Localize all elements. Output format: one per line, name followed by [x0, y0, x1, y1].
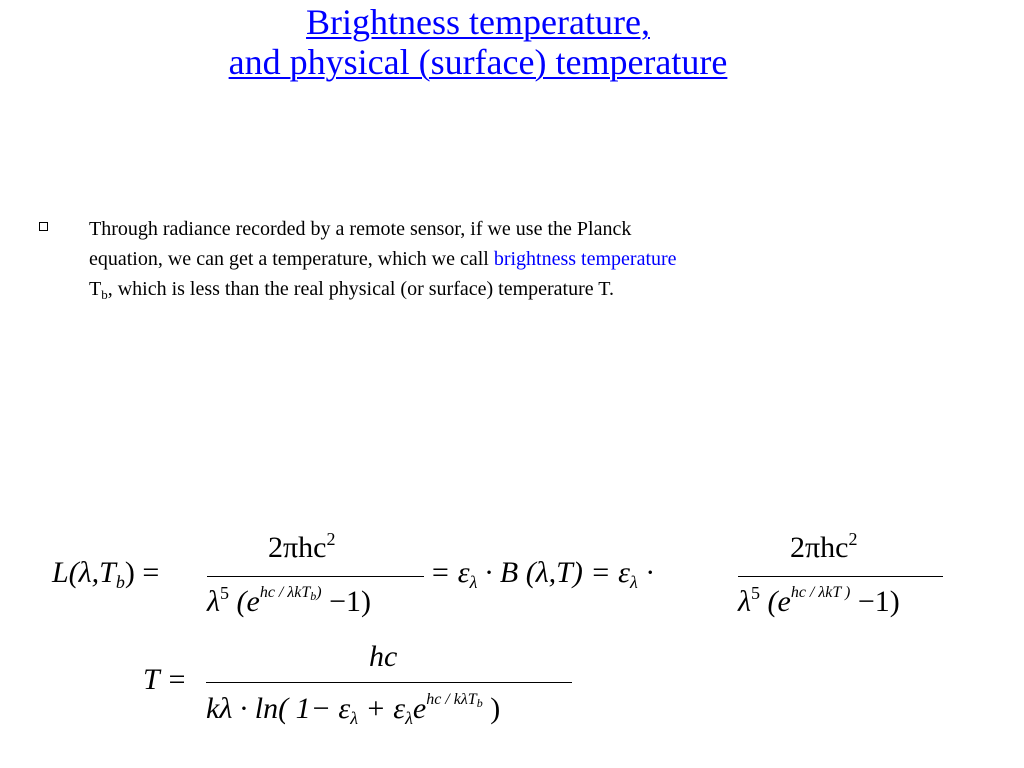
eq1-numerator-1: 2πhc$^2$: [268, 529, 336, 564]
eq2-lhs: T =: [143, 663, 187, 696]
eq1-fraction-line-2: [738, 576, 943, 577]
eq1-denominator-1: $\lambda^5$ $(e^{hc / \lambda kT_b)} -1)$: [207, 583, 372, 618]
eq1-denominator-2: $\lambda^5$ $(e^{hc / \lambda kT )} -1)$: [738, 583, 900, 618]
title-line-2: and physical (surface) temperature: [228, 42, 728, 82]
bullet-paragraph: [89, 214, 689, 304]
bullet-subscript: b: [101, 287, 108, 302]
bullet-text-part2: T: [89, 278, 102, 300]
eq2-numerator: hc: [369, 640, 398, 673]
slide-title: [0, 2, 956, 82]
bullet-text-part3: , which is less than the real physical (or surface) temperature T.: [107, 278, 615, 300]
bullet-text-part1: Through radiance recorded by a remote sensor, if we use the Planck equation, we can get a temperature, which we call: [89, 218, 632, 270]
title-line-1: Brightness temperature,: [306, 2, 650, 42]
eq1-lhs: $L(\lambda,T_b)$ =: [52, 556, 160, 592]
bullet-highlight: brightness temperature: [493, 248, 677, 270]
eq1-middle: = $\varepsilon_\lambda \cdot B$ $(\lambda,T) = \varepsilon_\lambda$ ·: [430, 556, 656, 592]
square-bullet-icon: [39, 222, 48, 231]
eq1-numerator-2: 2πhc$^2$: [790, 529, 858, 564]
eq2-fraction-line: [206, 682, 572, 683]
eq1-fraction-line-1: [207, 576, 424, 577]
eq2-denominator: kλ · ln( $1- \varepsilon_\lambda + \varepsilon_\lambda e^{hc / k\lambda T_b}$ ): [206, 691, 501, 728]
